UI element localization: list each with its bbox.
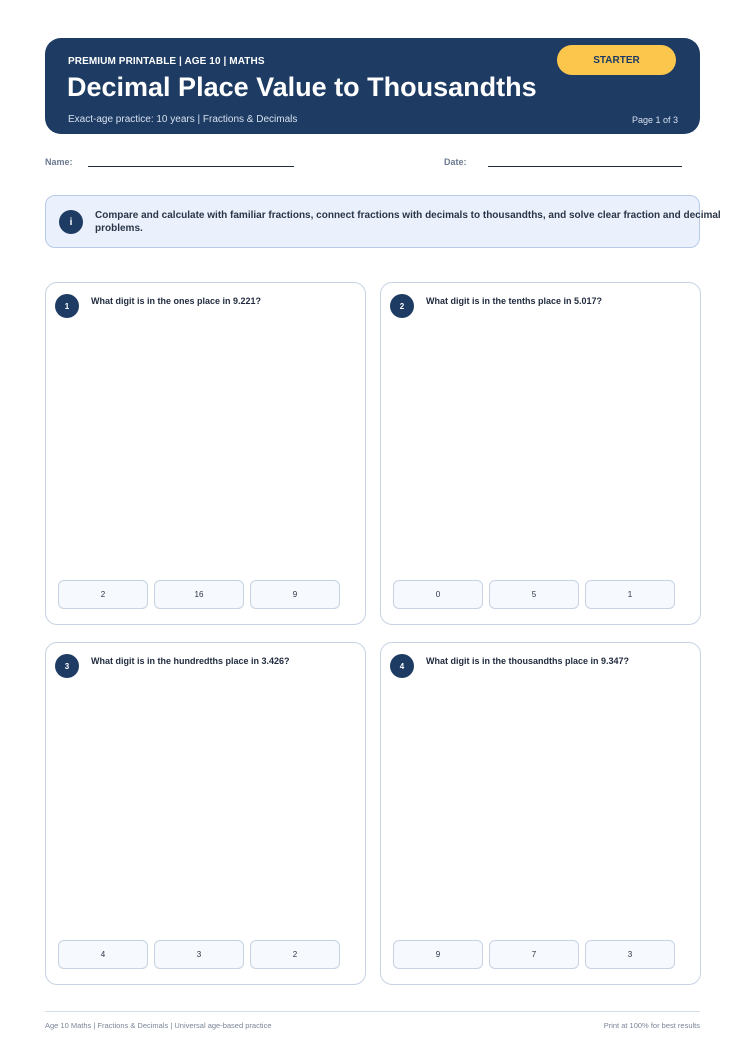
answer-options: [58, 580, 342, 609]
answer-option[interactable]: 1: [585, 580, 675, 609]
answer-options: [393, 580, 677, 609]
date-field[interactable]: [488, 166, 682, 167]
question-number: 2: [390, 294, 414, 318]
question-card-3: [45, 642, 366, 985]
level-badge: STARTER: [557, 45, 676, 75]
header-kicker: PREMIUM PRINTABLE | AGE 10 | MATHS: [68, 56, 265, 67]
answer-option[interactable]: 16: [154, 580, 244, 609]
date-label: Date:: [444, 157, 467, 167]
page-title: Decimal Place Value to Thousandths: [67, 72, 537, 102]
footer-divider: [45, 1011, 700, 1012]
question-number: 3: [55, 654, 79, 678]
answer-option[interactable]: 2: [58, 580, 148, 609]
answer-option[interactable]: 0: [393, 580, 483, 609]
footer-left-text: Age 10 Maths | Fractions & Decimals | Universal age-based practice: [45, 1021, 272, 1030]
question-text: What digit is in the tenths place in 5.017?: [426, 296, 603, 306]
answer-options: [393, 940, 677, 969]
worksheet-header: [45, 38, 700, 134]
question-card-4: [380, 642, 701, 985]
answer-option[interactable]: 9: [393, 940, 483, 969]
instructions-box: [45, 195, 721, 248]
answer-option[interactable]: 2: [250, 940, 340, 969]
question-number: 1: [55, 294, 79, 318]
question-card-1: [45, 282, 366, 625]
info-icon: i: [59, 210, 83, 234]
answer-option[interactable]: 9: [250, 580, 340, 609]
answer-option[interactable]: 7: [489, 940, 579, 969]
question-text: What digit is in the thousandths place in 9.347?: [426, 656, 630, 666]
name-label: Name:: [45, 157, 73, 167]
question-card-2: [380, 282, 701, 625]
answer-option[interactable]: 5: [489, 580, 579, 609]
question-text: What digit is in the ones place in 9.221?: [91, 296, 262, 306]
footer-right-text: Print at 100% for best results: [603, 1021, 700, 1030]
name-field[interactable]: [88, 166, 294, 167]
header-subtitle: Exact-age practice: 10 years | Fractions & Decimals: [68, 114, 298, 125]
answer-option[interactable]: 4: [58, 940, 148, 969]
page-indicator: Page 1 of 3: [631, 115, 678, 125]
instructions-text: Compare and calculate with familiar fractions, connect fractions with decimals to thousandths, and solve clear fraction and decimal problems.: [95, 210, 721, 234]
answer-options: [58, 940, 342, 969]
answer-option[interactable]: 3: [585, 940, 675, 969]
answer-option[interactable]: 3: [154, 940, 244, 969]
question-text: What digit is in the hundredths place in 3.426?: [91, 656, 290, 666]
question-number: 4: [390, 654, 414, 678]
